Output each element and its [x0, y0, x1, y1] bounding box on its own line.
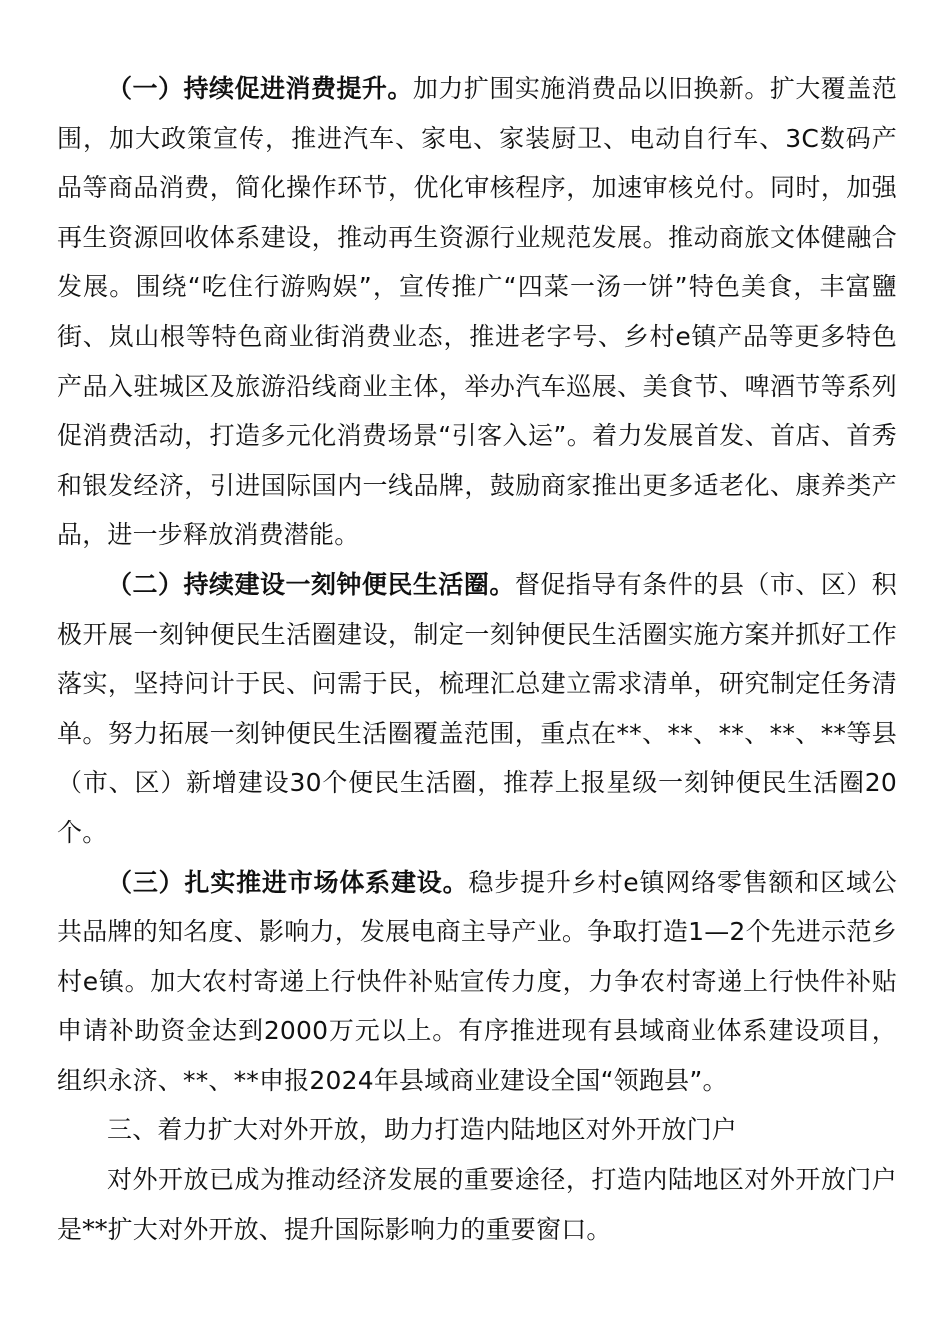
paragraph-lead: （二）持续建设一刻钟便民生活圈。 — [107, 569, 515, 599]
paragraph-lead: （三）扎实推进市场体系建设。 — [107, 867, 469, 897]
paragraph-market-system — [57, 858, 897, 1106]
closing-paragraph: 对外开放已成为推动经济发展的重要途径，打造内陆地区对外开放门户是**扩大对外开放、提升国际影响力的重要窗口。 — [57, 1165, 897, 1244]
document-page — [57, 64, 897, 1254]
paragraph-living-circle — [57, 560, 897, 858]
paragraph-body: 加力扩围实施消费品以旧换新。扩大覆盖范围，加大政策宣传，推进汽车、家电、家装厨卫、电动自行车、3C数码产品等商品消费，简化操作环节，优化审核程序，加速审核兑付。同时，加强再生资源回收体系建设，推动再生资源行业规范发展。推动商旅文体健融合发展。围绕“吃住行游购娱”，宣传推广“四菜一汤一饼”特色美食，丰富鹽街、岚山根等特色商业街消费业态，推进老字号、乡村e镇产品等更多特色产品入驻城区及旅游沿线商业主体，举办汽车巡展、美食节、啤酒节等系列促消费活动，打造多元化消费场景“引客入运”。着力发展首发、首店、首秀和银发经济，引进国际国内一线品牌，鼓励商家推出更多适老化、康养类产品，进一步释放消费潜能。 — [57, 74, 897, 550]
paragraph-body: 稳步提升乡村e镇网络零售额和区域公共品牌的知名度、影响力，发展电商主导产业。争取打造1—2个先进示范乡村e镇。加大农村寄递上行快件补贴宣传力度，力争农村寄递上行快件补贴申请补助资金达到2000万元以上。有序推进现有县域商业体系建设项目，组织永济、**、**申报2024年县域商业建设全国“领跑县”。 — [57, 867, 897, 1095]
paragraph-body: 督促指导有条件的县（市、区）积极开展一刻钟便民生活圈建设，制定一刻钟便民生活圈实施方案并抓好工作落实，坚持问计于民、问需于民，梳理汇总建立需求清单，研究制定任务清单。努力拓展一刻钟便民生活圈覆盖范围，重点在**、**、**、**、**等县（市、区）新增建设30个便民生活圈，推荐上报星级一刻钟便民生活圈20个。 — [57, 569, 897, 847]
paragraph-lead: （一）持续促进消费提升。 — [107, 74, 413, 103]
paragraph-consumption — [57, 64, 897, 560]
section-heading: 三、着力扩大对外开放，助力打造内陆地区对外开放门户 — [107, 1115, 738, 1145]
